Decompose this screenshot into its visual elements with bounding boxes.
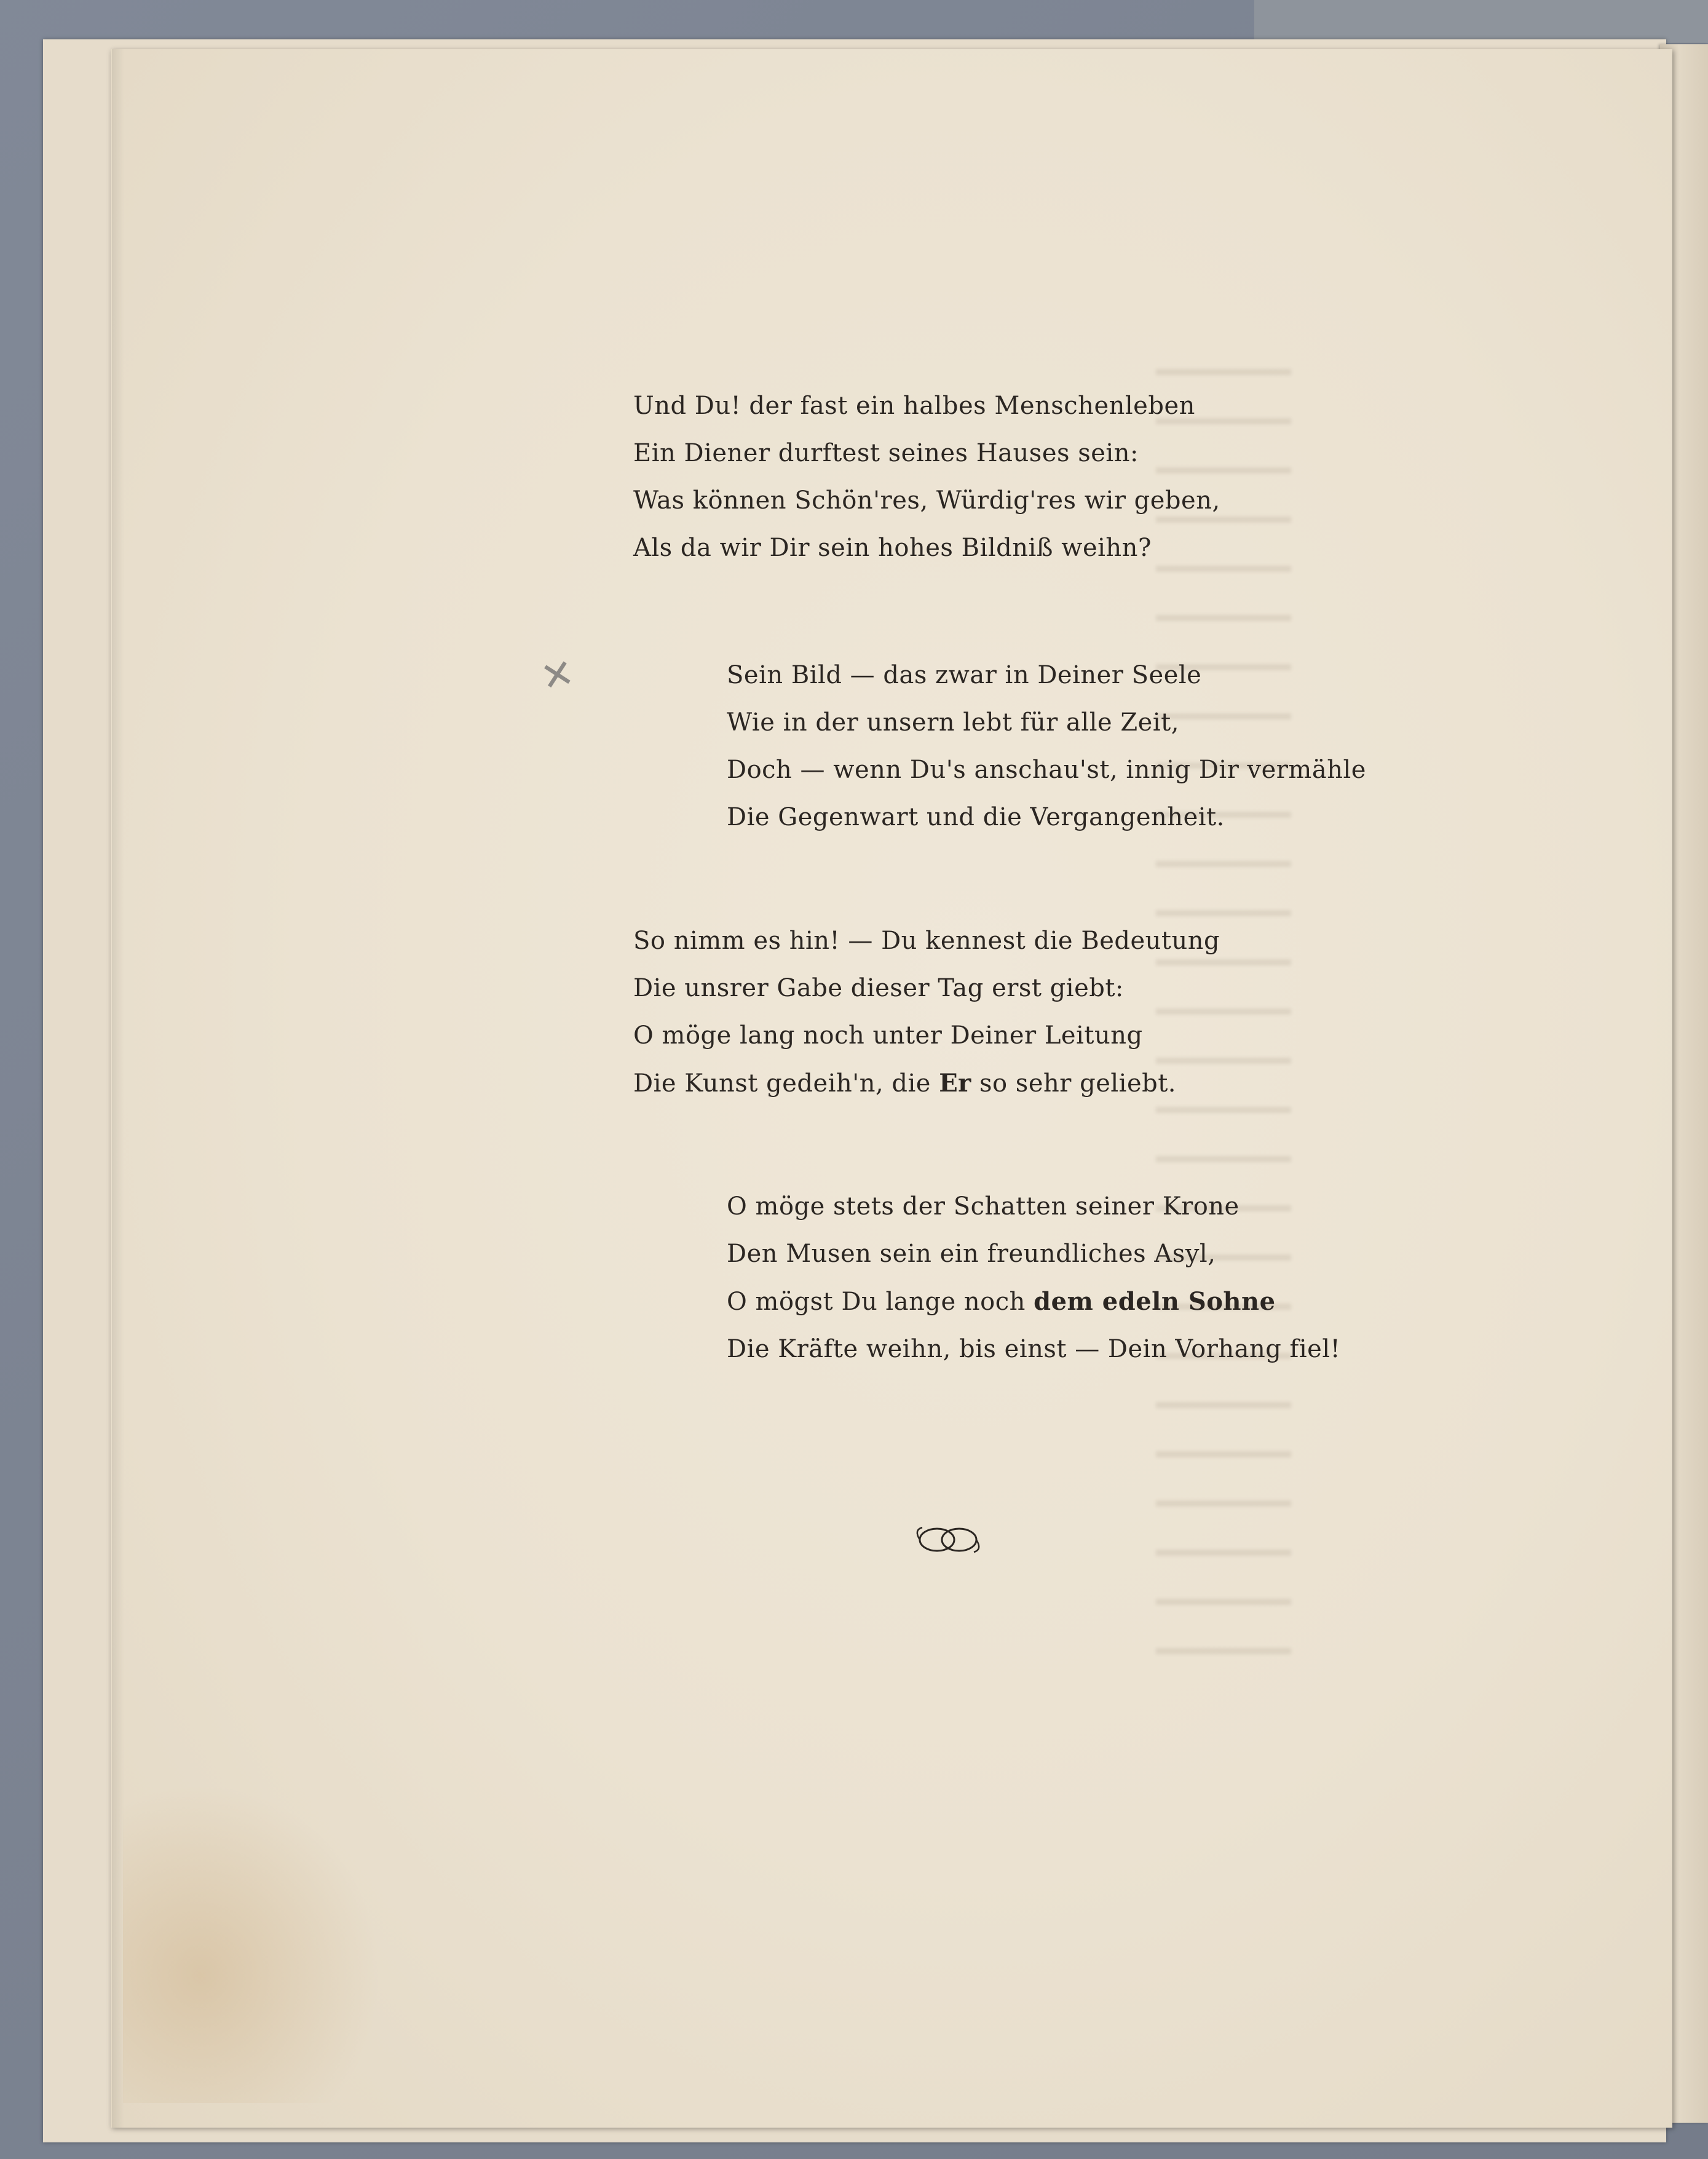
background-strip <box>1254 0 1708 43</box>
emphasized-word: Er <box>939 1069 971 1098</box>
poem-line: Die Gegenwart und die Vergangenheit. <box>727 803 1225 831</box>
poem-line <box>633 1060 1220 1107</box>
interlaced-rings-ornament-icon <box>911 1521 985 1561</box>
paper-stain <box>123 1783 381 2103</box>
stanza-2 <box>727 652 1366 841</box>
poem-line: O möge lang noch unter Deiner Leitung <box>633 1021 1143 1050</box>
emphasized-phrase: dem edeln Sohne <box>1034 1287 1276 1316</box>
poem-line: Als da wir Dir sein hohes Bildniß weihn? <box>633 534 1152 562</box>
stanza-3 <box>633 917 1220 1107</box>
poem-line: Ein Diener durftest seines Hauses sein: <box>633 439 1139 467</box>
line-text: so sehr geliebt. <box>971 1069 1177 1098</box>
poem-line: Was können Schön'res, Würdig'res wir geben, <box>633 486 1220 515</box>
stanza-1 <box>633 382 1220 572</box>
line-text: Die Kunst gedeih'n, die <box>633 1069 939 1098</box>
poem-line: So nimm es hin! — Du kennest die Bedeutung <box>633 927 1220 955</box>
poem-line: Den Musen sein ein freundliches Asyl, <box>727 1240 1216 1268</box>
line-text: O mögst Du lange noch <box>727 1288 1034 1316</box>
poem-line: Doch — wenn Du's anschau'st, innig Dir vermähle <box>727 756 1366 784</box>
stanza-4 <box>727 1183 1340 1373</box>
page-fold-shadow <box>112 49 124 2128</box>
poem-line: Die unsrer Gabe dieser Tag erst giebt: <box>633 974 1124 1002</box>
poem-line: Und Du! der fast ein halbes Menschenleben <box>633 392 1195 420</box>
pencil-cross-mark: ✕ <box>536 650 579 702</box>
poem-line <box>727 1278 1340 1326</box>
poem-line: Wie in der unsern lebt für alle Zeit, <box>727 708 1179 737</box>
poem-line: Sein Bild — das zwar in Deiner Seele <box>727 661 1202 689</box>
poem-line: Die Kräfte weihn, bis einst — Dein Vorhang fiel! <box>727 1335 1341 1363</box>
poem-line: O möge stets der Schatten seiner Krone <box>727 1192 1239 1221</box>
